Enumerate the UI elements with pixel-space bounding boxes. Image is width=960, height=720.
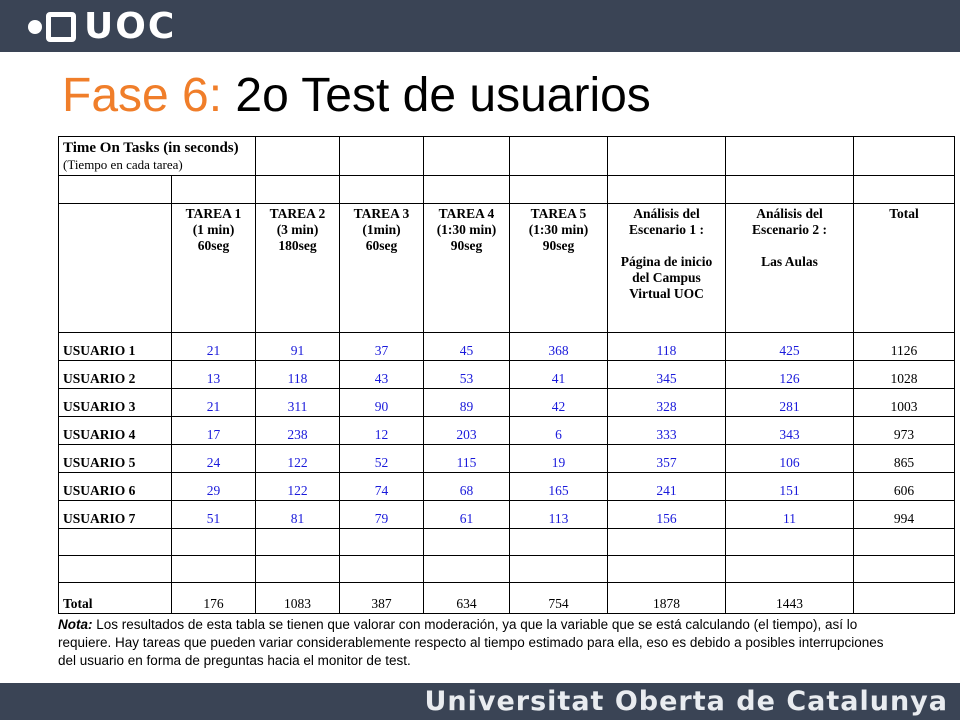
table-cell: 90	[340, 389, 424, 417]
total-cell: 754	[510, 583, 608, 614]
table-cell: 74	[340, 473, 424, 501]
row-total-cell: 865	[854, 445, 955, 473]
column-header	[854, 204, 955, 333]
time-on-tasks-table	[58, 136, 955, 614]
table-title-cell	[59, 137, 256, 176]
column-header	[726, 204, 854, 333]
empty-cell	[59, 529, 172, 556]
empty-cell	[726, 137, 854, 176]
table-cell: 126	[726, 361, 854, 389]
page-title	[62, 66, 651, 126]
column-header-line: del Campus	[632, 270, 701, 285]
row-label: USUARIO 3	[59, 389, 172, 417]
table-row	[59, 333, 955, 361]
table-header-row	[59, 204, 955, 333]
table-cell: 118	[608, 333, 726, 361]
total-cell: 634	[424, 583, 510, 614]
table-cell: 368	[510, 333, 608, 361]
table-cell: 81	[256, 501, 340, 529]
column-header	[608, 204, 726, 333]
table-cell: 156	[608, 501, 726, 529]
column-header-line: Las Aulas	[761, 254, 818, 269]
row-total-cell: 606	[854, 473, 955, 501]
column-header-line: 90seg	[542, 238, 575, 253]
row-total-cell: 1028	[854, 361, 955, 389]
table-row	[59, 361, 955, 389]
total-cell: 387	[340, 583, 424, 614]
table-cell: 122	[256, 473, 340, 501]
column-header-line: 60seg	[197, 238, 230, 253]
empty-cell	[424, 137, 510, 176]
column-header	[424, 204, 510, 333]
empty-cell	[726, 176, 854, 204]
bottom-bar	[0, 683, 960, 720]
column-header-line: 90seg	[450, 238, 483, 253]
empty-cell	[256, 529, 340, 556]
column-header-line: Análisis del	[633, 206, 700, 221]
table-cell: 53	[424, 361, 510, 389]
empty-cell	[854, 529, 955, 556]
empty-cell	[256, 176, 340, 204]
table-cell: 89	[424, 389, 510, 417]
empty-cell	[172, 529, 256, 556]
table-spacer-row	[59, 176, 955, 204]
empty-cell	[510, 176, 608, 204]
column-header	[510, 204, 608, 333]
table-title: Time On Tasks (in seconds)	[63, 140, 239, 156]
empty-cell	[424, 556, 510, 583]
note-text: Los resultados de esta tabla se tienen que valorar con moderación, ya que la variable que se está calculando (el tiempo), así lo requiere. Hay tareas que pueden variar considerablemente respecto al tiempo estimado para ella, eso es debido a posibles interrupciones del usuario en forma de preguntas hacia el monitor de test.	[58, 617, 884, 668]
total-label: Total	[59, 583, 172, 614]
table-cell: 51	[172, 501, 256, 529]
table-cell: 238	[256, 417, 340, 445]
table-subtitle: (Tiempo en cada tarea)	[63, 157, 183, 172]
column-header-line: (1:30 min)	[528, 222, 589, 237]
table-title-row	[59, 137, 955, 176]
row-label: USUARIO 5	[59, 445, 172, 473]
table-row	[59, 417, 955, 445]
column-header-line: (1:30 min)	[436, 222, 497, 237]
table-total-row	[59, 583, 955, 614]
column-header-line: 60seg	[365, 238, 398, 253]
table-row	[59, 445, 955, 473]
column-header	[256, 204, 340, 333]
table-cell: 37	[340, 333, 424, 361]
column-header-line: 180seg	[278, 238, 317, 253]
table-cell: 24	[172, 445, 256, 473]
empty-cell	[424, 529, 510, 556]
column-header-line: (1min)	[362, 222, 401, 237]
column-header-line: TAREA 2	[269, 206, 326, 221]
column-header-line: Análisis del	[756, 206, 823, 221]
logo-box-icon	[46, 12, 76, 42]
total-cell: 1083	[256, 583, 340, 614]
table-cell: 115	[424, 445, 510, 473]
empty-cell	[608, 529, 726, 556]
empty-cell	[726, 556, 854, 583]
total-cell	[854, 583, 955, 614]
column-header-line: Escenario 2 :	[752, 222, 827, 237]
table-cell: 19	[510, 445, 608, 473]
column-header-line: Escenario 1 :	[629, 222, 704, 237]
empty-cell	[608, 137, 726, 176]
empty-cell	[59, 176, 172, 204]
table-cell: 61	[424, 501, 510, 529]
total-cell: 176	[172, 583, 256, 614]
table-cell: 45	[424, 333, 510, 361]
table-cell: 41	[510, 361, 608, 389]
university-name: Universitat Oberta de Catalunya	[424, 686, 948, 717]
table-cell: 13	[172, 361, 256, 389]
empty-cell	[59, 204, 172, 333]
empty-cell	[726, 529, 854, 556]
note-label: Nota:	[58, 617, 93, 632]
empty-cell	[510, 529, 608, 556]
table-cell: 241	[608, 473, 726, 501]
empty-cell	[608, 556, 726, 583]
table-cell: 6	[510, 417, 608, 445]
column-header-line: Virtual UOC	[629, 286, 704, 301]
empty-cell	[256, 556, 340, 583]
table-cell: 79	[340, 501, 424, 529]
total-cell: 1878	[608, 583, 726, 614]
row-label: USUARIO 6	[59, 473, 172, 501]
column-header-line: TAREA 3	[353, 206, 410, 221]
table-empty-row	[59, 529, 955, 556]
column-header-line: (3 min)	[276, 222, 319, 237]
empty-cell	[340, 137, 424, 176]
table-cell: 122	[256, 445, 340, 473]
table-cell: 29	[172, 473, 256, 501]
empty-cell	[608, 176, 726, 204]
column-header	[340, 204, 424, 333]
table-cell: 52	[340, 445, 424, 473]
row-total-cell: 1126	[854, 333, 955, 361]
row-total-cell: 1003	[854, 389, 955, 417]
table-cell: 333	[608, 417, 726, 445]
table-row	[59, 473, 955, 501]
empty-cell	[340, 529, 424, 556]
table-cell: 21	[172, 333, 256, 361]
empty-cell	[340, 556, 424, 583]
empty-cell	[854, 176, 955, 204]
column-header-line	[612, 238, 721, 254]
title-text: 2o Test de usuarios	[235, 69, 651, 122]
table-cell: 106	[726, 445, 854, 473]
table-cell: 17	[172, 417, 256, 445]
table-cell: 118	[256, 361, 340, 389]
row-label: USUARIO 1	[59, 333, 172, 361]
note	[58, 616, 898, 670]
table-cell: 68	[424, 473, 510, 501]
empty-cell	[340, 176, 424, 204]
empty-cell	[172, 176, 256, 204]
table-cell: 113	[510, 501, 608, 529]
table-cell: 203	[424, 417, 510, 445]
column-header	[172, 204, 256, 333]
total-cell: 1443	[726, 583, 854, 614]
empty-cell	[59, 556, 172, 583]
table-cell: 165	[510, 473, 608, 501]
table-cell: 42	[510, 389, 608, 417]
column-header-line: Total	[889, 206, 919, 221]
logo-dot-icon	[28, 20, 42, 34]
table-cell: 91	[256, 333, 340, 361]
uoc-logo	[28, 6, 177, 47]
title-phase: Fase 6:	[62, 69, 223, 122]
empty-cell	[854, 137, 955, 176]
row-total-cell: 994	[854, 501, 955, 529]
column-header-line: Página de inicio	[620, 254, 713, 269]
empty-cell	[256, 137, 340, 176]
top-bar	[0, 0, 960, 52]
table-cell: 21	[172, 389, 256, 417]
column-header-line: TAREA 5	[530, 206, 587, 221]
column-header-line: TAREA 4	[438, 206, 495, 221]
table-cell: 311	[256, 389, 340, 417]
table-cell: 328	[608, 389, 726, 417]
empty-cell	[510, 556, 608, 583]
time-on-tasks-table-wrap	[58, 136, 954, 614]
empty-cell	[854, 556, 955, 583]
table-cell: 343	[726, 417, 854, 445]
table-cell: 11	[726, 501, 854, 529]
row-label: USUARIO 4	[59, 417, 172, 445]
column-header-line: TAREA 1	[185, 206, 242, 221]
column-header-line: (1 min)	[192, 222, 235, 237]
empty-cell	[510, 137, 608, 176]
column-header-line	[730, 238, 849, 254]
row-total-cell: 973	[854, 417, 955, 445]
table-cell: 151	[726, 473, 854, 501]
table-cell: 43	[340, 361, 424, 389]
logo-text: UOC	[84, 6, 177, 47]
table-row	[59, 389, 955, 417]
row-label: USUARIO 2	[59, 361, 172, 389]
table-empty-row	[59, 556, 955, 583]
table-cell: 281	[726, 389, 854, 417]
table-row	[59, 501, 955, 529]
table-cell: 345	[608, 361, 726, 389]
table-cell: 425	[726, 333, 854, 361]
table-cell: 12	[340, 417, 424, 445]
empty-cell	[172, 556, 256, 583]
row-label: USUARIO 7	[59, 501, 172, 529]
empty-cell	[424, 176, 510, 204]
table-cell: 357	[608, 445, 726, 473]
